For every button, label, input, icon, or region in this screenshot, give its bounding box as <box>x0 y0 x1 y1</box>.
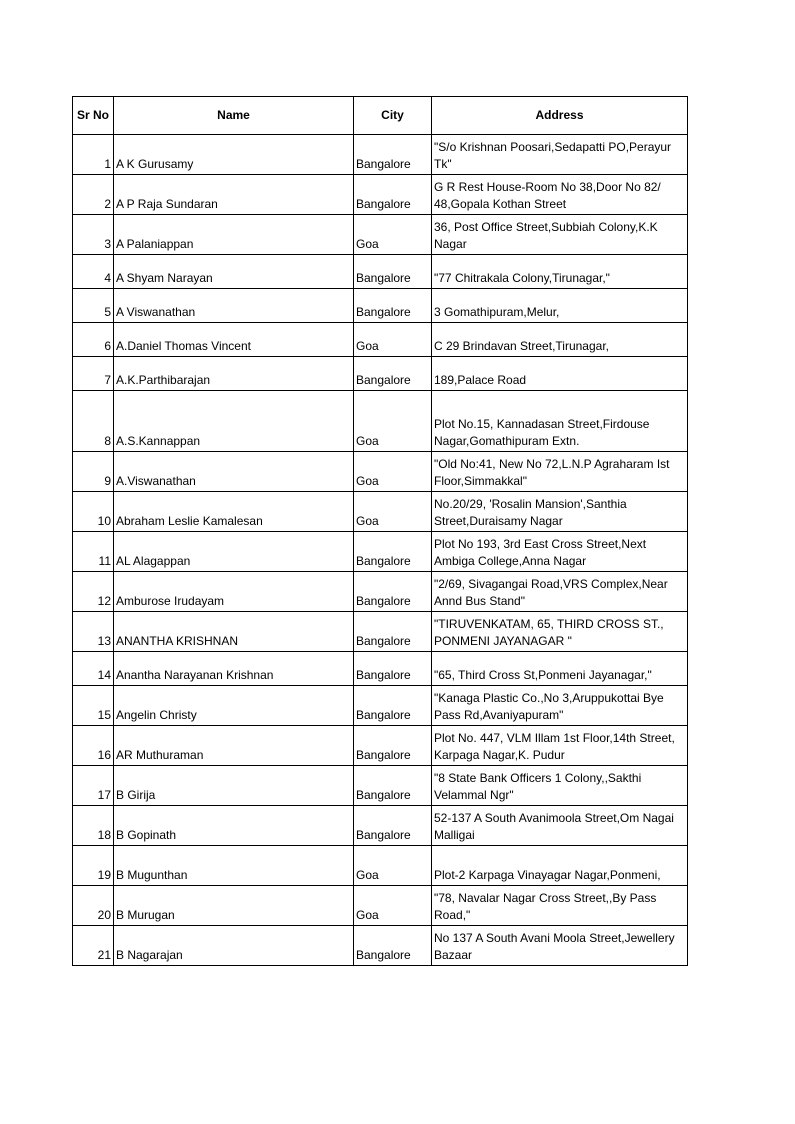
address-cell: Plot No 193, 3rd East Cross Street,Next Ambiga College,Anna Nagar <box>432 532 688 572</box>
header-city: City <box>354 97 432 135</box>
table-row <box>73 612 688 652</box>
sr-no-cell: 2 <box>73 175 114 215</box>
table-row <box>73 215 688 255</box>
table-row <box>73 766 688 806</box>
sr-no-cell: 7 <box>73 357 114 391</box>
table-row <box>73 726 688 766</box>
address-cell: 52-137 A South Avanimoola Street,Om Nagai Malligai <box>432 806 688 846</box>
sr-no-cell: 9 <box>73 452 114 492</box>
sr-no-cell: 20 <box>73 886 114 926</box>
city-cell: Bangalore <box>354 726 432 766</box>
address-cell: Plot-2 Karpaga Vinayagar Nagar,Ponmeni, <box>432 846 688 886</box>
header-name: Name <box>114 97 354 135</box>
header-address: Address <box>432 97 688 135</box>
city-cell: Bangalore <box>354 572 432 612</box>
name-cell: ANANTHA KRISHNAN <box>114 612 354 652</box>
city-cell: Bangalore <box>354 766 432 806</box>
city-cell: Bangalore <box>354 652 432 686</box>
address-table-container <box>72 96 688 966</box>
table-row <box>73 323 688 357</box>
sr-no-cell: 12 <box>73 572 114 612</box>
table-row <box>73 452 688 492</box>
table-row <box>73 806 688 846</box>
sr-no-cell: 17 <box>73 766 114 806</box>
address-cell: "Kanaga Plastic Co.,No 3,Aruppukottai Bye Pass Rd,Avaniyapuram" <box>432 686 688 726</box>
name-cell: A Viswanathan <box>114 289 354 323</box>
city-cell: Bangalore <box>354 175 432 215</box>
sr-no-cell: 1 <box>73 135 114 175</box>
sr-no-cell: 11 <box>73 532 114 572</box>
name-cell: A.Viswanathan <box>114 452 354 492</box>
name-cell: B Murugan <box>114 886 354 926</box>
sr-no-cell: 15 <box>73 686 114 726</box>
address-cell: 189,Palace Road <box>432 357 688 391</box>
name-cell: A.Daniel Thomas Vincent <box>114 323 354 357</box>
table-row <box>73 391 688 452</box>
table-row <box>73 886 688 926</box>
name-cell: B Mugunthan <box>114 846 354 886</box>
city-cell: Goa <box>354 492 432 532</box>
address-cell: 3 Gomathipuram,Melur, <box>432 289 688 323</box>
sr-no-cell: 14 <box>73 652 114 686</box>
name-cell: A.S.Kannappan <box>114 391 354 452</box>
sr-no-cell: 10 <box>73 492 114 532</box>
sr-no-cell: 16 <box>73 726 114 766</box>
table-row <box>73 926 688 966</box>
address-cell: No.20/29, 'Rosalin Mansion',Santhia Street,Duraisamy Nagar <box>432 492 688 532</box>
city-cell: Bangalore <box>354 289 432 323</box>
name-cell: Angelin Christy <box>114 686 354 726</box>
address-cell: "S/o Krishnan Poosari,Sedapatti PO,Perayur Tk" <box>432 135 688 175</box>
name-cell: A K Gurusamy <box>114 135 354 175</box>
city-cell: Goa <box>354 391 432 452</box>
sr-no-cell: 4 <box>73 255 114 289</box>
table-row <box>73 686 688 726</box>
sr-no-cell: 21 <box>73 926 114 966</box>
address-cell: Plot No.15, Kannadasan Street,Firdouse Nagar,Gomathipuram Extn. <box>432 391 688 452</box>
table-row <box>73 357 688 391</box>
sr-no-cell: 8 <box>73 391 114 452</box>
city-cell: Bangalore <box>354 686 432 726</box>
address-cell: No 137 A South Avani Moola Street,Jewellery Bazaar <box>432 926 688 966</box>
name-cell: A Palaniappan <box>114 215 354 255</box>
table-row <box>73 289 688 323</box>
sr-no-cell: 13 <box>73 612 114 652</box>
name-cell: Abraham Leslie Kamalesan <box>114 492 354 532</box>
table-row <box>73 175 688 215</box>
city-cell: Bangalore <box>354 255 432 289</box>
city-cell: Goa <box>354 215 432 255</box>
name-cell: Amburose Irudayam <box>114 572 354 612</box>
header-sr-no: Sr No <box>73 97 114 135</box>
city-cell: Bangalore <box>354 532 432 572</box>
name-cell: B Gopinath <box>114 806 354 846</box>
table-row <box>73 135 688 175</box>
sr-no-cell: 3 <box>73 215 114 255</box>
table-row <box>73 572 688 612</box>
table-row <box>73 652 688 686</box>
address-cell: "8 State Bank Officers 1 Colony,,Sakthi Velammal Ngr" <box>432 766 688 806</box>
city-cell: Goa <box>354 323 432 357</box>
address-cell: "TIRUVENKATAM, 65, THIRD CROSS ST., PONMENI JAYANAGAR " <box>432 612 688 652</box>
name-cell: A P Raja Sundaran <box>114 175 354 215</box>
address-cell: "65, Third Cross St,Ponmeni Jayanagar," <box>432 652 688 686</box>
address-cell: G R Rest House-Room No 38,Door No 82/ 48,Gopala Kothan Street <box>432 175 688 215</box>
city-cell: Bangalore <box>354 612 432 652</box>
table-row <box>73 492 688 532</box>
name-cell: B Nagarajan <box>114 926 354 966</box>
city-cell: Goa <box>354 886 432 926</box>
sr-no-cell: 18 <box>73 806 114 846</box>
address-cell: "78, Navalar Nagar Cross Street,,By Pass Road," <box>432 886 688 926</box>
address-cell: "2/69, Sivagangai Road,VRS Complex,Near Annd Bus Stand" <box>432 572 688 612</box>
city-cell: Bangalore <box>354 806 432 846</box>
table-row <box>73 532 688 572</box>
address-cell: "Old No:41, New No 72,L.N.P Agraharam Ist Floor,Simmakkal" <box>432 452 688 492</box>
name-cell: A Shyam Narayan <box>114 255 354 289</box>
city-cell: Bangalore <box>354 357 432 391</box>
name-cell: B Girija <box>114 766 354 806</box>
city-cell: Bangalore <box>354 135 432 175</box>
table-row <box>73 255 688 289</box>
name-cell: A.K.Parthibarajan <box>114 357 354 391</box>
address-cell: C 29 Brindavan Street,Tirunagar, <box>432 323 688 357</box>
address-cell: 36, Post Office Street,Subbiah Colony,K.K Nagar <box>432 215 688 255</box>
name-cell: Anantha Narayanan Krishnan <box>114 652 354 686</box>
name-cell: AL Alagappan <box>114 532 354 572</box>
city-cell: Bangalore <box>354 926 432 966</box>
address-cell: Plot No. 447, VLM Illam 1st Floor,14th Street, Karpaga Nagar,K. Pudur <box>432 726 688 766</box>
address-table <box>72 96 688 966</box>
city-cell: Goa <box>354 452 432 492</box>
name-cell: AR Muthuraman <box>114 726 354 766</box>
sr-no-cell: 19 <box>73 846 114 886</box>
table-row <box>73 846 688 886</box>
header-row <box>73 97 688 135</box>
sr-no-cell: 6 <box>73 323 114 357</box>
sr-no-cell: 5 <box>73 289 114 323</box>
city-cell: Goa <box>354 846 432 886</box>
address-cell: "77 Chitrakala Colony,Tirunagar," <box>432 255 688 289</box>
